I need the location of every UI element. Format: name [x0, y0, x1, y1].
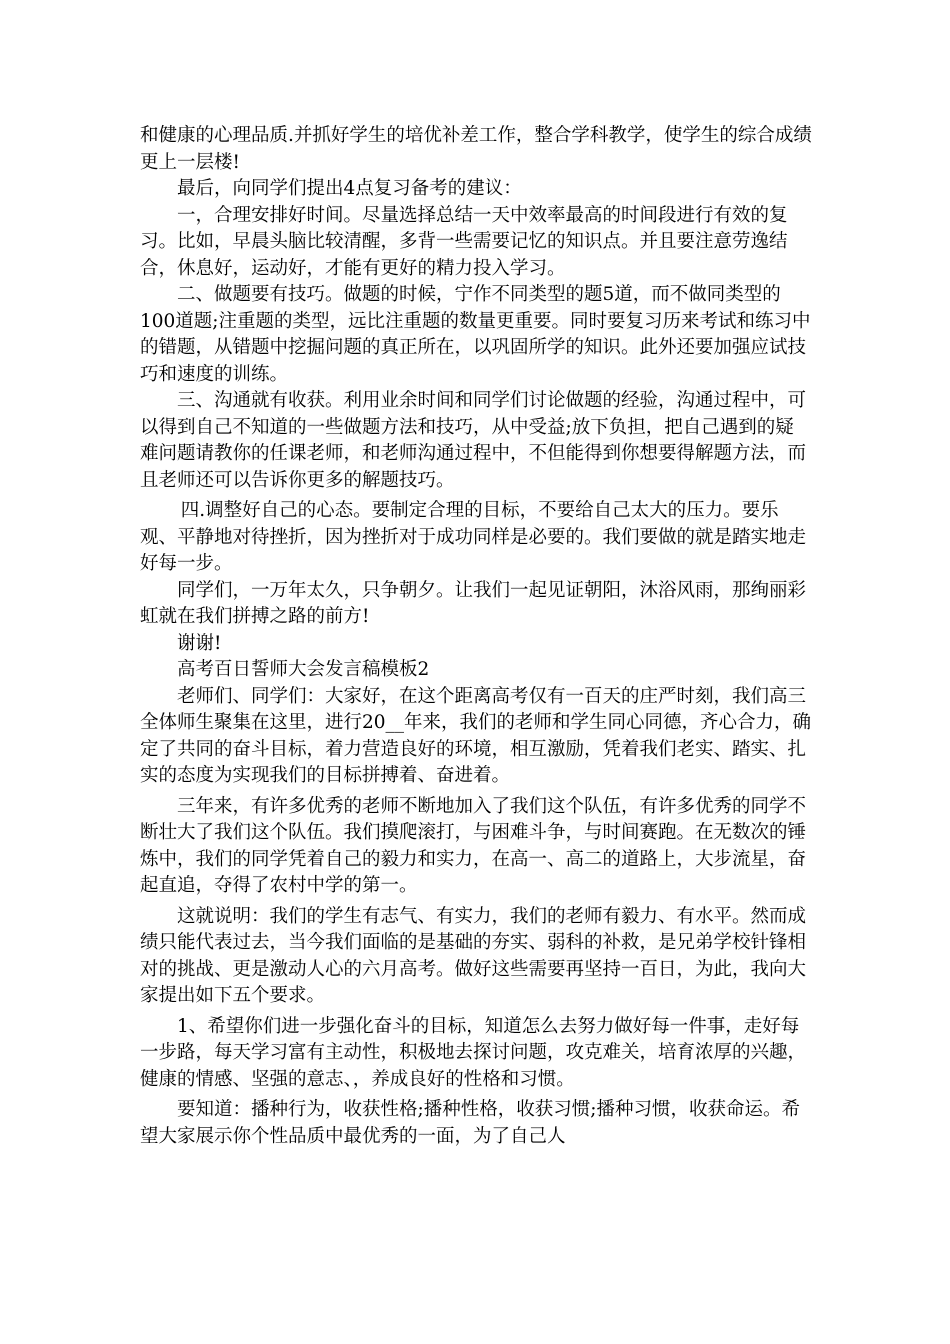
paragraph-tip-2: 二、做题要有技巧。做题的时候，宁作不同类型的题5道，而不做同类型的100道题;注重题的类型，远比注重题的数量更重要。同时要复习历来考试和练习中的错题，从错题中挖掘问题的真正所在，以巩固所学的知识。此外还要加强应试技巧和速度的训练。: [140, 284, 811, 385]
paragraph-know: 要知道：播种行为，收获性格;播种性格，收获习惯;播种习惯，收获命运。希望大家展示你个性品质中最优秀的一面，为了自己人: [140, 1099, 800, 1147]
document-body: [140, 123, 812, 1150]
paragraph-review-intro: 最后，向同学们提出4点复习备考的建议：: [177, 178, 522, 199]
paragraph-three-years: 三年来，有许多优秀的老师不断地加入了我们这个队伍，有许多优秀的同学不断壮大了我们这个队伍。我们摸爬滚打，与困难斗争，与时间赛跑。在无数次的锤炼中，我们的同学凭着自己的毅力和实力，在高一、高二的道路上，大步流星，奋起直追，夺得了农村中学的第一。: [140, 795, 807, 896]
paragraph-thanks: 谢谢!: [177, 632, 222, 654]
paragraph-tip-1: 一，合理安排好时间。尽量选择总结一天中效率最高的时间段进行有效的复习。比如，早晨头脑比较清醒，多背一些需要记忆的知识点。并且要注意劳逸结合，休息好，运动好，才能有更好的精力投入学习。: [140, 204, 788, 279]
paragraph-closing: 同学们，一万年太久，只争朝夕。让我们一起见证朝阳，沐浴风雨，那绚丽彩虹就在我们拼搏之路的前方!: [140, 579, 807, 627]
section-title: 高考百日誓师大会发言稿模板2: [177, 659, 430, 680]
paragraph-continuation: 和健康的心理品质.并抓好学生的培优补差工作，整合学科教学，使学生的综合成绩更上一层楼!: [140, 125, 812, 173]
paragraph-explanation: 这就说明：我们的学生有志气、有实力，我们的老师有毅力、有水平。然而成绩只能代表过去，当今我们面临的是基础的夯实、弱科的补救，是兄弟学校针锋相对的挑战、更是激动人心的六月高考。做好这些需要再坚持一百日，为此，我向大家提出如下五个要求。: [140, 905, 807, 1006]
paragraph-tip-3: 三、沟通就有收获。利用业余时间和同学们讨论做题的经验，沟通过程中，可以得到自己不知道的一些做题方法和技巧，从中受益;放下负担，把自己遇到的疑难问题请教你的任课老师，和老师沟通过程中，不但能得到你想要得解题方法，而且老师还可以告诉你更多的解题技巧。: [140, 390, 807, 491]
paragraph-tip-4: 四.调整好自己的心态。要制定合理的目标，不要给自己太大的压力。要乐观、平静地对待挫折，因为挫折对于成功同样是必要的。我们要做的就是踏实地走好每一步。: [140, 500, 807, 574]
paragraph-requirement-1: 1、希望你们进一步强化奋斗的目标，知道怎么去努力做好每一件事，走好每一步路，每天学习富有主动性，积极地去探讨问题，攻克难关，培育浓厚的兴趣，健康的情感、坚强的意志、，养成良好的性格和习惯。: [140, 1015, 807, 1090]
paragraph-greeting: 老师们、同学们：大家好，在这个距离高考仅有一百天的庄严时刻，我们高三全体师生聚集在这里，进行20__年来，我们的老师和学生同心同德，齐心合力，确定了共同的奋斗目标，着力营造良好的环境，相互激励，凭着我们老实、踏实、扎实的态度为实现我们的目标拼搏着、奋进着。: [140, 685, 812, 786]
